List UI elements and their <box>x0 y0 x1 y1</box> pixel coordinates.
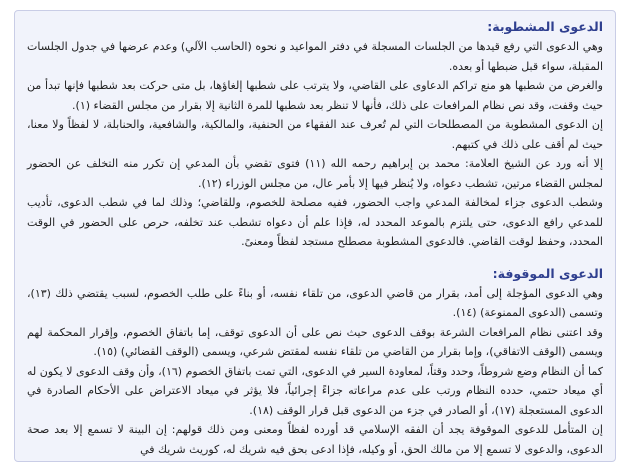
document-page <box>14 10 616 462</box>
paragraph: إن الدعوى المشطوبة من المصطلحات التي لم تُعرف عند الفقهاء من الحنفية، والمالكية، والشافعية، والحنابلة، لا لفظاً ولا معنا، حيث لم أقف على ذلك في كتبهم. <box>27 118 603 151</box>
paragraph: وشطب الدعوى جزاء لمخالفة المدعي واجب الحضور، ففيه مصلحة للخصوم، وللقاضي؛ وذلك لما في شطب الدعوى، تأديب للمدعي رافع الدعوى، حتى يلتزم بالموعد المحدد له، فإذا علم أن دعواه تشطب عند تخلفه، حرص على الحضور في الوقت المحدد، وحفظ لوقت القاضي. فالدعوى المشطوبة مصطلح مستجد لفظاً ومعنىً. <box>27 196 603 248</box>
paragraph: كما أن النظام وضع شروطاً، وحدد وقتاً، لمعاودة السير في الدعوى، التي تمت باتفاق الخصوم (١٦)، وأن وقف الدعوى لا يكون له أي ميعاد حتمي، حدده النظام ورتب على عدم مراعاته جزاءً إجرائياً، فلا يؤثر في ميعاد الاعتراض على الأحكام الصادرة في الدعوى المستعجلة (١٧)، أو الصادر في جزء من الدعوى قبل قرار الوقف (١٨). <box>27 364 604 417</box>
paragraph: وهي الدعوى التي رفع قيدها من الجلسات المسجلة في دفتر المواعيد و نحوه (الحاسب الآلي) وعدم عرضها في جدول الجلسات المقبلة، سواء قبل ضبطها أو بعده. <box>27 40 603 73</box>
paragraph: وقد اعتنى نظام المرافعات الشرعة بوقف الدعوى حيث نص على أن الدعوى توقف، إما باتفاق الخصوم، وإقرار المحكمة لهم ويسمى (الوقف الاتفاقي)، وإما بقرار من القاضي من تلقاء نفسه لمقتض شرعي، ويسمى (الوقف القضائي) (١٥). <box>27 325 603 358</box>
document-body <box>15 11 615 459</box>
paragraph: إن المتأمل للدعوى الموقوفة يجد أن الفقه الإسلامي قد أورده لفظاً ومعنى ومن ذلك قولهم: إن البينة لا تسمع إلا بعد صحة الدعوى، والدعوى لا تسمع إلا من مالك الحق، أو وكيله، فإذا ادعى بحق فيه شريك له، كوريث شريك في <box>27 423 603 456</box>
paragraph: والغرض من شطبها هو منع تراكم الدعاوى على القاضي، ولا يترتب على شطبها إلغاؤها، بل متى حركت بعد شطبها فإنها تبدأ من حيث وقفت، وقد نص نظام المرافعات على ذلك، فأنها لا تنظر بعد شطبها للمرة الثانية إلا بقرار من مجلس القضاء (١). <box>27 79 603 112</box>
section-title-struck-case: الدعوى المشطوبة: <box>487 19 603 34</box>
section-title-suspended-case: الدعوى الموقوفة: <box>492 265 603 281</box>
paragraph: إلا أنه ورد عن الشيخ العلامة: محمد بن إبراهيم رحمه الله (١١) فتوى تقضي بأن المدعي إن تكرر منه التخلف عن الحضور لمجلس القضاء مرتين، تشطب دعواه، ولا يُنظر فيها إلا بأمر عال، من مجلس الوزراء (١٢). <box>27 157 603 190</box>
paragraph: وهي الدعوى المؤجلة إلى أمد، بقرار من قاضي الدعوى، من تلقاء نفسه، أو بناءً على طلب الخصوم، لسبب يقتضي ذلك (١٣)، وتسمى (الدعوى الممنوعة) (١٤). <box>27 286 603 319</box>
